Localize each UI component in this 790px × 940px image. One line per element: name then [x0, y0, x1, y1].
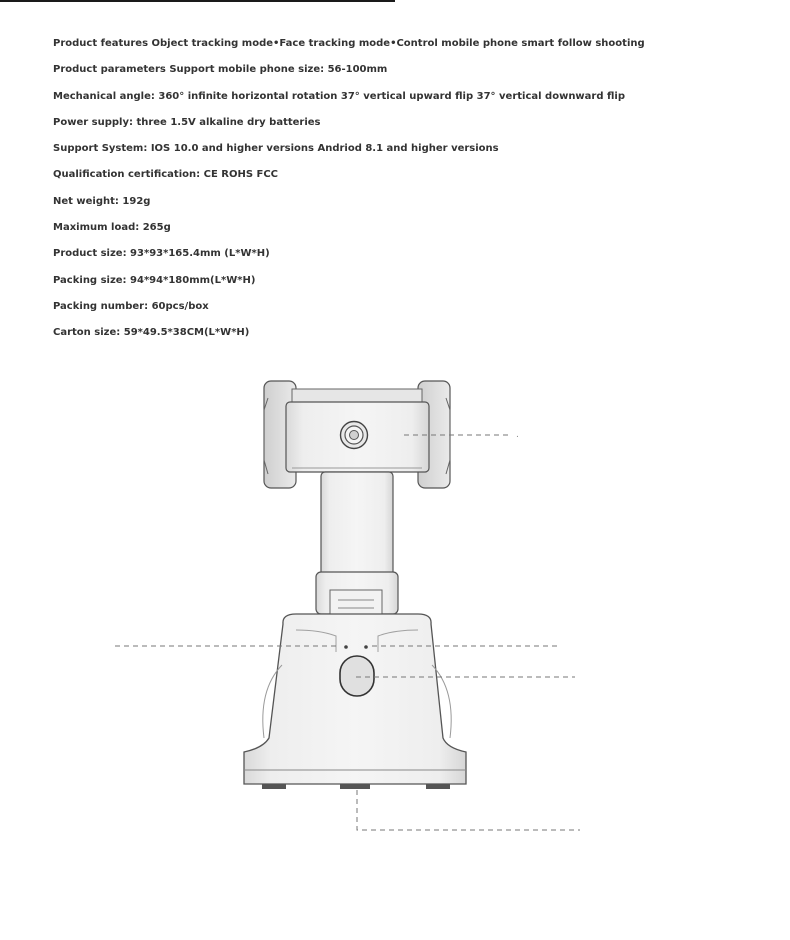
tripod-mount-icon — [341, 422, 368, 449]
callout-mark: . — [516, 430, 519, 440]
top-divider — [0, 0, 395, 2]
spec-product-features: Product features Object tracking mode•Face tracking mode•Control mobile phone smart follow shooting — [53, 38, 645, 49]
spec-maximum-load: Maximum load: 265g — [53, 222, 171, 234]
spec-product-parameters: Product parameters Support mobile phone size: 56-100mm — [53, 64, 388, 76]
spec-certification: Qualification certification: CE ROHS FCC — [53, 169, 279, 181]
spec-net-weight: Net weight: 192g — [53, 195, 151, 207]
spec-packing-number: Packing number: 60pcs/box — [53, 300, 209, 312]
spec-mechanical-angle: Mechanical angle: 360° infinite horizontal rotation 37° vertical upward flip 37° vertical downward flip — [53, 90, 625, 102]
power-button — [340, 656, 374, 696]
spec-list — [53, 36, 753, 352]
status-led-icon — [344, 645, 348, 649]
spec-support-system: Support System: IOS 10.0 and higher versions Andriod 8.1 and higher versions — [53, 143, 499, 155]
spec-carton-size: Carton size: 59*49.5*38CM(L*W*H) — [53, 327, 250, 339]
base-body — [244, 614, 466, 789]
spec-power-supply: Power supply: three 1.5V alkaline dry batteries — [53, 116, 321, 128]
spec-packing-size: Packing size: 94*94*180mm(L*W*H) — [53, 274, 256, 286]
status-led-icon — [364, 645, 368, 649]
product-diagram — [0, 370, 790, 840]
spec-product-size: Product size: 93*93*165.4mm (L*W*H) — [53, 248, 270, 260]
tilt-arm — [316, 472, 398, 616]
